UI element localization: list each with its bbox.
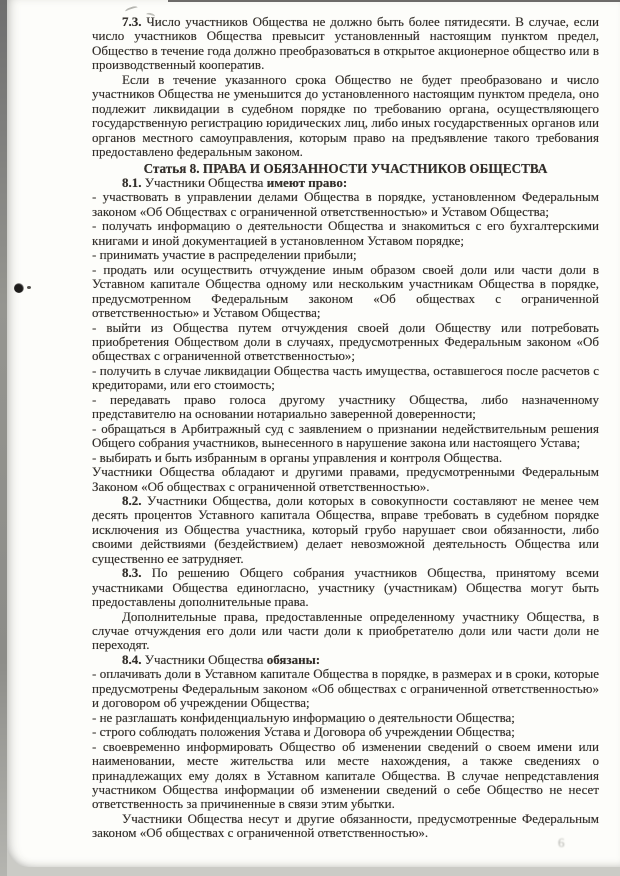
clause-number: 8.3. <box>122 565 142 581</box>
article-8-heading: Статья 8. ПРАВА И ОБЯЗАННОСТИ УЧАСТНИКОВ ОБЩЕСТВА <box>143 160 548 176</box>
duty-item: - строго соблюдать положения Устава и Договора об учреждении Общества; <box>92 724 515 740</box>
ink-blot-mark <box>14 283 24 293</box>
clause-text: Участники Общества <box>144 651 264 667</box>
right-item: - продать или осуществить отчуждение иным образом своей доли или части доли в Уставном капитале Общества одному или нескольким участникам Общества в порядке, предусмотренном Федеральным законом «Об обществах с ограниченной ответственностью» и Уставом Общества; <box>92 261 599 321</box>
duty-item: - не разглашать конфиденциальную информацию о деятельности Общества; <box>92 709 515 725</box>
clause-number: 8.2. <box>122 492 142 508</box>
duty-item: - своевременно информировать Общество об изменении сведений о своем имени или наименовании, месте жительства или месте нахождения, а также сведениях о принадлежащих ему долях в Уставном капитале Общества. В случае непредставления участником Общества информации об изменении сведений о себе Общество не несет ответственность за причиненные в связи этим убытки. <box>92 738 599 812</box>
paragraph-8-4 <box>92 653 599 667</box>
clause-number: 8.4. <box>122 651 142 667</box>
right-item: - получать информацию о деятельности Общества и знакомиться с его бухгалтерскими книгами и иной документацией в установленном Уставом порядке; <box>92 218 599 248</box>
right-item: - выбирать и быть избранным в органы управления и контроля Общества. <box>92 449 503 465</box>
right-item: - выйти из Общества путем отчуждения своей доли Обществу или потребовать приобретения Обществом доли в случаях, предусмотренных Федеральным законом «Об обществах с ограниченной ответственностью»; <box>92 319 599 364</box>
pencil-mark <box>125 5 139 14</box>
paragraph-8-2 <box>92 494 599 566</box>
clause-emphasis: имеют право: <box>266 174 348 190</box>
paragraph-rights-tail: Участники Общества обладают и другими правами, предусмотренными Федеральным Законом «Об обществах с ограниченной ответственностью». <box>92 464 599 494</box>
faint-page-number: 6 <box>558 835 565 850</box>
paragraph-8-3-continued: Дополнительные права, предоставленные определенному участнику Общества, в случае отчуждения его доли или части доли к приобретателю доли или части доли не переходят. <box>92 608 599 653</box>
page-paper <box>7 0 620 867</box>
right-item: - обращаться в Арбитражный суд с заявлением о признании недействительным решения Общего собрания участников, вынесенного в нарушение закона или настоящего Устава; <box>92 420 599 451</box>
paragraph-7-3 <box>92 15 599 73</box>
scan-top-edge-line <box>168 0 620 2</box>
ink-dot-mark <box>27 286 31 289</box>
right-item: - участвовать в управлении делами Общества в порядке, установленном Федеральным законом «Об Обществах с ограниченной ответственностью» и Уставом Общества; <box>92 189 599 219</box>
clause-number: 7.3. <box>122 14 142 29</box>
clause-text: Число участников Общества не должно быть более пятидесяти. В случае, если число участников Общества превысит установленный настоящим пунктом предел, Общество в течение года должно преобразоваться в открытое акционерное общество или в производственный кооператив. <box>92 14 600 73</box>
document-text <box>92 15 599 841</box>
paragraph-7-3-continued: Если в течение указанного срока Общество не будет преобразовано и число участников Общества не уменьшится до установленного настоящим пунктом предела, оно подлежит ликвидации в судебном порядке по требованию органа, осуществляющего государственную регистрацию юридических лиц, либо иных государственных органов или органов местного самоуправления, которым право на предъявление такого требования предоставлено федеральным законом. <box>92 71 599 160</box>
scan-left-edge <box>0 0 7 876</box>
clause-emphasis: обязаны: <box>266 651 321 667</box>
right-item: - передавать право голоса другому участнику Общества, либо назначенному представителю на основании нотариально заверенной доверенности; <box>92 391 599 422</box>
clause-text: Участники Общества <box>144 174 264 190</box>
right-item: - принимать участие в распределении прибыли; <box>92 247 357 263</box>
duty-item: - оплачивать доли в Уставном капитале Общества в порядке, в размерах и в сроки, которые предусмотрены Федеральным законом «Об обществах с ограниченной ответственностью» и договором об учреждении Общества; <box>92 666 599 711</box>
clause-text: По решению Общего собрания участников Общества, принятому всеми участниками Общества единогласно, участнику (участникам) Общества могут быть предоставлены дополнительные права. <box>92 565 600 610</box>
clause-text: Участники Общества, доли которых в совокупности составляют не менее чем десять процентов Уставного капитала Общества, вправе требовать в судебном порядке исключения из Общества участника, который грубо нарушает свои обязанности, либо своими действиями (бездействием) делает невозможной деятельность Общества или существенно ее затрудняет. <box>92 492 600 566</box>
paragraph-8-1 <box>92 176 599 190</box>
right-item: - получить в случае ликвидации Общества часть имущества, оставшегося после расчетов с кредиторами, или его стоимость; <box>92 362 599 393</box>
clause-number: 8.1. <box>122 174 142 190</box>
paragraph-closing: Участники Общества несут и другие обязанности, предусмотренные Федеральным законом «Об обществах с ограниченной ответственностью». <box>92 810 599 841</box>
paragraph-8-3 <box>92 566 599 609</box>
